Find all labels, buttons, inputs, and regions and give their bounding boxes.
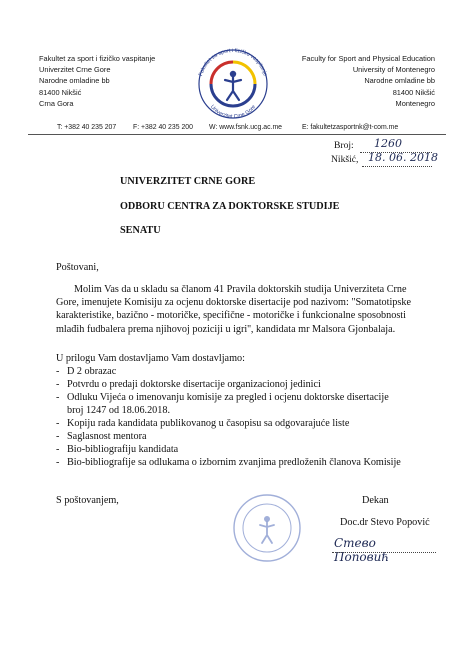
logo-ring-text: Fakultet za sport i fizičko vaspitanje bbox=[198, 47, 268, 77]
logo-ring-text-bottom: Univerzitet Crne Gore bbox=[208, 104, 258, 121]
body-paragraph bbox=[56, 283, 428, 336]
list-item: - Potvrdu o predaji doktorske disertacije organizacionoj jedinici bbox=[56, 379, 321, 390]
header-divider bbox=[28, 134, 446, 135]
list-item: - Bio-bibliografiju kandidata bbox=[56, 444, 179, 455]
header-left-line: 81400 Nikšić bbox=[39, 87, 82, 97]
list-item: - Kopiju rada kandidata publikovanog u časopisu sa odgovarajuće liste bbox=[56, 418, 350, 429]
header-left-line: Univerzitet Crne Gore bbox=[39, 65, 111, 75]
institution-address-local bbox=[39, 53, 155, 109]
handwritten-signature: Стево Поповић bbox=[334, 536, 390, 564]
official-stamp bbox=[232, 493, 302, 563]
signature-line bbox=[332, 552, 436, 553]
place-label: Nikšić, bbox=[331, 154, 359, 165]
header-left-line: Crna Gora bbox=[39, 98, 74, 108]
recipient-doctoral-board: ODBORU CENTRA ZA DOKTORSKE STUDIJE bbox=[120, 201, 340, 212]
closing: S poštovanjem, bbox=[56, 495, 119, 506]
header-right-line: Faculty for Sport and Physical Education bbox=[301, 54, 435, 63]
signatory-title: Dekan bbox=[362, 495, 389, 506]
signatory-name: Doc.dr Stevo Popović bbox=[340, 517, 430, 528]
body-line: mlađih fudbalera prema njihovoj poziciji u igri'', kandidata mr Malsora Gjonbalaja. bbox=[56, 323, 396, 335]
date-fill-line bbox=[362, 166, 432, 167]
contact-fax: F: +382 40 235 200 bbox=[133, 124, 193, 131]
list-item-continuation: broj 1247 od 18.06.2018. bbox=[67, 405, 171, 416]
body-line: karakteristike, bazično - motoričke, specifične - motoričke i funkcionalne sposobnosti bbox=[56, 310, 406, 322]
recipient-university: UNIVERZITET CRNE GORE bbox=[120, 176, 256, 187]
header-right-line: Montenegro bbox=[395, 98, 435, 108]
date-value: 18. 06. 2018 bbox=[368, 151, 438, 164]
body-line: Molim Vas da u skladu sa članom 41 Pravila doktorskih studija Univerziteta Crne bbox=[74, 284, 407, 295]
header-right-line: Narodne omladine bb bbox=[364, 76, 435, 86]
list-item: - Saglasnost mentora bbox=[56, 431, 147, 442]
body-line: Gore, imenujete Komisiju za ocjenu doktorske disertacije pod nazivom: "Somatotipske bbox=[56, 297, 411, 309]
contact-web: W: www.fsnk.ucg.ac.me bbox=[209, 124, 283, 131]
header-left-line: Narodne omladine bb bbox=[39, 76, 110, 86]
header-right-line: University of Montenegro bbox=[352, 65, 435, 75]
list-item: - Odluku Vijeća o imenovanju komisije za pregled i ocjenu doktorske disertacije bbox=[56, 392, 389, 403]
broj-value: 1260 bbox=[374, 137, 402, 150]
attachments-list bbox=[56, 365, 436, 475]
recipient-senate: SENATU bbox=[120, 225, 161, 236]
header-left-line: Fakultet za sport i fizičko vaspitanje bbox=[39, 54, 156, 63]
list-item: - D 2 obrazac bbox=[56, 366, 117, 377]
salutation: Poštovani, bbox=[56, 262, 99, 273]
header-right-line: 81400 Nikšić bbox=[392, 87, 435, 97]
contact-email: E: fakultetzasportnk@t-com.me bbox=[302, 124, 399, 131]
faculty-logo bbox=[189, 44, 277, 124]
broj-label: Broj: bbox=[334, 140, 354, 151]
institution-address-english bbox=[302, 53, 435, 109]
attachments-intro: U prilogu Vam dostavljamo Vam dostavljamo: bbox=[56, 353, 245, 364]
contact-phone: T: +382 40 235 207 bbox=[57, 124, 117, 131]
list-item: - Bio-bibliografije sa odlukama o izbornim zvanjima predloženih članova Komisije bbox=[56, 457, 401, 468]
